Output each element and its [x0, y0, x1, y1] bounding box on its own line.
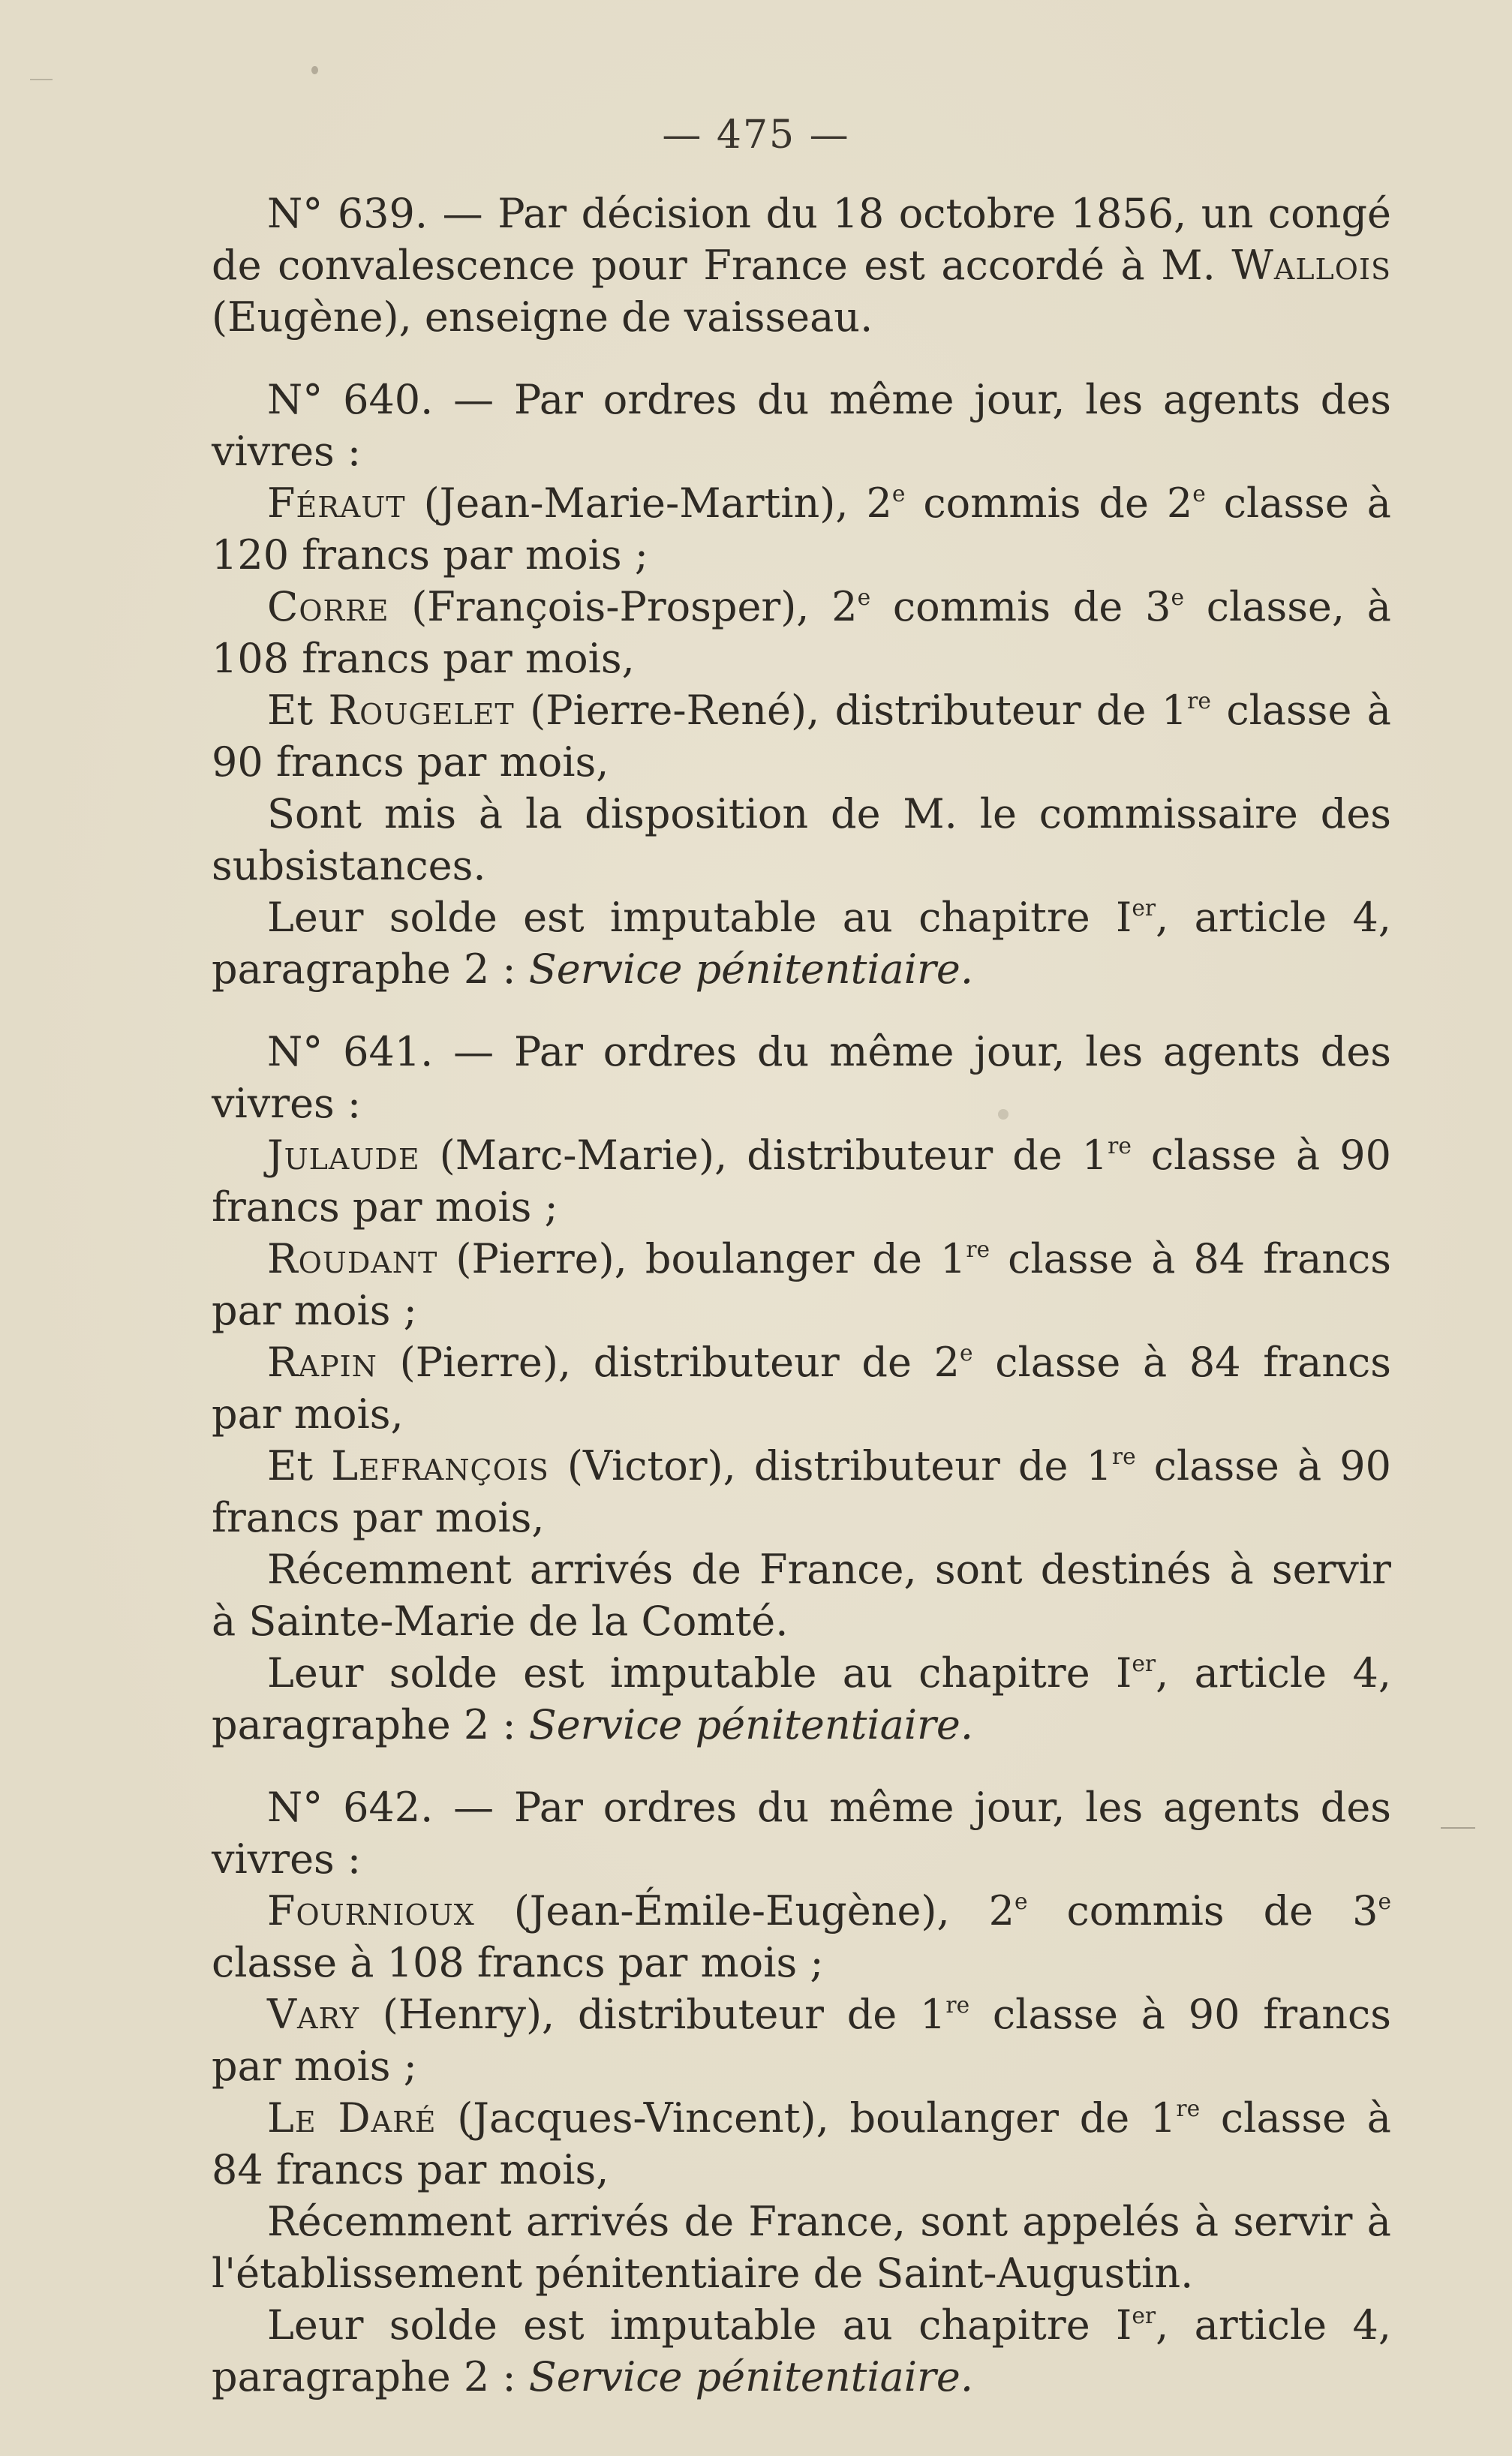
- paragraph: [212, 1336, 1391, 1440]
- paragraph: [212, 1647, 1391, 1751]
- paragraph-text: commis de 2: [905, 479, 1193, 527]
- paragraph-text: commis de 3: [870, 583, 1171, 630]
- text-body: [212, 188, 1391, 2433]
- paragraph-text: classe à 84 francs par mois,: [212, 2094, 1391, 2193]
- person-name: Rougelet: [328, 687, 515, 734]
- paragraph-text: classe à 90 francs par mois ;: [212, 1132, 1391, 1231]
- paragraph-text: (Pierre), boulanger de 1: [437, 1235, 966, 1282]
- entry-640: [212, 374, 1391, 995]
- paragraph-text: N° 639. — Par décision du 18 octobre 1856, un congé de convalescence pour France est accordé à M.: [212, 190, 1391, 289]
- paragraph-text: N° 642. — Par ordres du même jour, les agents des vivres :: [212, 1784, 1391, 1883]
- ordinal-suffix: re: [966, 1237, 990, 1264]
- paragraph-text: , article 4, paragraphe 2 :: [212, 894, 1392, 993]
- ordinal-suffix: re: [1176, 2096, 1201, 2123]
- paragraph: [212, 581, 1391, 684]
- paper-speck: [30, 79, 53, 80]
- paragraph: [212, 188, 1391, 343]
- paragraph-text: Leur solde est imputable au chapitre I: [267, 1649, 1132, 1697]
- entry-641: [212, 1026, 1391, 1751]
- paragraph-text: (Pierre-René), distributeur de 1: [514, 687, 1188, 734]
- budget-line-italic: Service pénitentiaire.: [528, 945, 973, 993]
- paragraph-text: N° 640. — Par ordres du même jour, les agents des vivres :: [212, 376, 1391, 475]
- paragraph: [212, 374, 1391, 477]
- paragraph: [212, 1544, 1391, 1647]
- paragraph: [212, 1026, 1391, 1129]
- paragraph: [212, 1233, 1391, 1336]
- paragraph: [212, 788, 1391, 891]
- ordinal-suffix: re: [945, 1992, 970, 2019]
- person-name: Wallois: [1231, 242, 1391, 289]
- paper-speck: [1441, 1827, 1475, 1829]
- paper-speck: [311, 66, 318, 74]
- paragraph-text: (Jacques-Vincent), boulanger de 1: [436, 2094, 1177, 2142]
- person-name: Fournioux: [267, 1887, 475, 1934]
- paragraph-text: Et: [267, 687, 329, 734]
- paragraph-text: (Jean-Marie-Martin), 2: [405, 479, 892, 527]
- paragraph-text: N° 641. — Par ordres du même jour, les agents des vivres :: [212, 1028, 1391, 1127]
- entry-642: [212, 1781, 1391, 2403]
- paragraph: [212, 684, 1391, 788]
- paragraph-text: (Henry), distributeur de 1: [359, 1991, 946, 2038]
- paragraph-text: (Jean-Émile-Eugène), 2: [474, 1887, 1015, 1934]
- ordinal-suffix: er: [1132, 2303, 1156, 2330]
- person-name: Roudant: [267, 1235, 438, 1282]
- ordinal-suffix: e: [891, 481, 906, 508]
- paragraph-text: (Eugène), enseigne de vaisseau.: [212, 293, 873, 341]
- paragraph-text: (Victor), distributeur de 1: [549, 1442, 1112, 1490]
- paragraph: [212, 2299, 1391, 2403]
- paragraph-text: classe à 90 francs par mois,: [212, 1442, 1391, 1541]
- ordinal-suffix: e: [1192, 481, 1206, 508]
- entry-639: [212, 188, 1391, 343]
- paragraph-text: , article 4, paragraphe 2 :: [212, 1649, 1392, 1748]
- paragraph-text: , article 4, paragraphe 2 :: [212, 2301, 1392, 2400]
- paragraph: [212, 1885, 1391, 1989]
- person-name: Lefrançois: [331, 1442, 549, 1490]
- paragraph-text: (Pierre), distributeur de 2: [377, 1339, 960, 1386]
- paragraph-text: Leur solde est imputable au chapitre I: [267, 2301, 1132, 2349]
- ordinal-suffix: e: [959, 1340, 973, 1367]
- paragraph-text: (François-Prosper), 2: [389, 583, 858, 630]
- paragraph-text: classe à 108 francs par mois ;: [212, 1939, 824, 1986]
- paragraph: [212, 1129, 1391, 1233]
- ordinal-suffix: re: [1187, 688, 1211, 715]
- paragraph-text: (Marc-Marie), distributeur de 1: [419, 1132, 1108, 1179]
- paragraph-text: classe à 84 francs par mois ;: [212, 1235, 1391, 1334]
- budget-line-italic: Service pénitentiaire.: [528, 1701, 973, 1748]
- paragraph: [212, 1781, 1391, 1885]
- paragraph: [212, 2092, 1391, 2196]
- paragraph-text: classe à 90 francs par mois,: [212, 687, 1391, 786]
- paragraph-text: classe à 90 francs par mois ;: [212, 1991, 1392, 2090]
- ordinal-suffix: re: [1111, 1444, 1136, 1471]
- page-number: — 475 —: [662, 113, 850, 158]
- paragraph: [212, 1440, 1391, 1544]
- paragraph: [212, 1989, 1391, 2092]
- person-name: Le Daré: [267, 2094, 437, 2142]
- paragraph-text: Récemment arrivés de France, sont appelés à servir à l'établissement pénitentiaire de Saint-Augustin.: [212, 2198, 1391, 2297]
- paragraph-text: classe à 120 francs par mois ;: [212, 479, 1391, 579]
- person-name: Rapin: [267, 1339, 377, 1386]
- paragraph-text: Et: [267, 1442, 332, 1490]
- ordinal-suffix: er: [1132, 1651, 1156, 1678]
- ordinal-suffix: e: [1378, 1889, 1392, 1916]
- paragraph-text: classe à 84 francs par mois,: [212, 1339, 1392, 1438]
- person-name: Féraut: [267, 479, 406, 527]
- person-name: Corre: [267, 583, 389, 630]
- paragraph-text: Récemment arrivés de France, sont destinés à servir à Sainte-Marie de la Comté.: [212, 1546, 1391, 1645]
- paragraph: [212, 2196, 1391, 2299]
- person-name: Julaude: [267, 1132, 420, 1179]
- paragraph: [212, 477, 1391, 581]
- paragraph-text: commis de 3: [1027, 1887, 1378, 1934]
- paragraph-text: classe, à 108 francs par mois,: [212, 583, 1391, 682]
- paragraph-text: Sont mis à la disposition de M. le commissaire des subsistances.: [212, 790, 1391, 889]
- ordinal-suffix: re: [1108, 1133, 1132, 1160]
- ordinal-suffix: er: [1132, 895, 1156, 922]
- person-name: Vary: [267, 1991, 359, 2038]
- paragraph: [212, 891, 1391, 995]
- ordinal-suffix: e: [857, 585, 871, 612]
- ordinal-suffix: e: [1014, 1889, 1028, 1916]
- paragraph-text: Leur solde est imputable au chapitre I: [267, 894, 1132, 941]
- ordinal-suffix: e: [1171, 585, 1185, 612]
- budget-line-italic: Service pénitentiaire.: [528, 2353, 973, 2400]
